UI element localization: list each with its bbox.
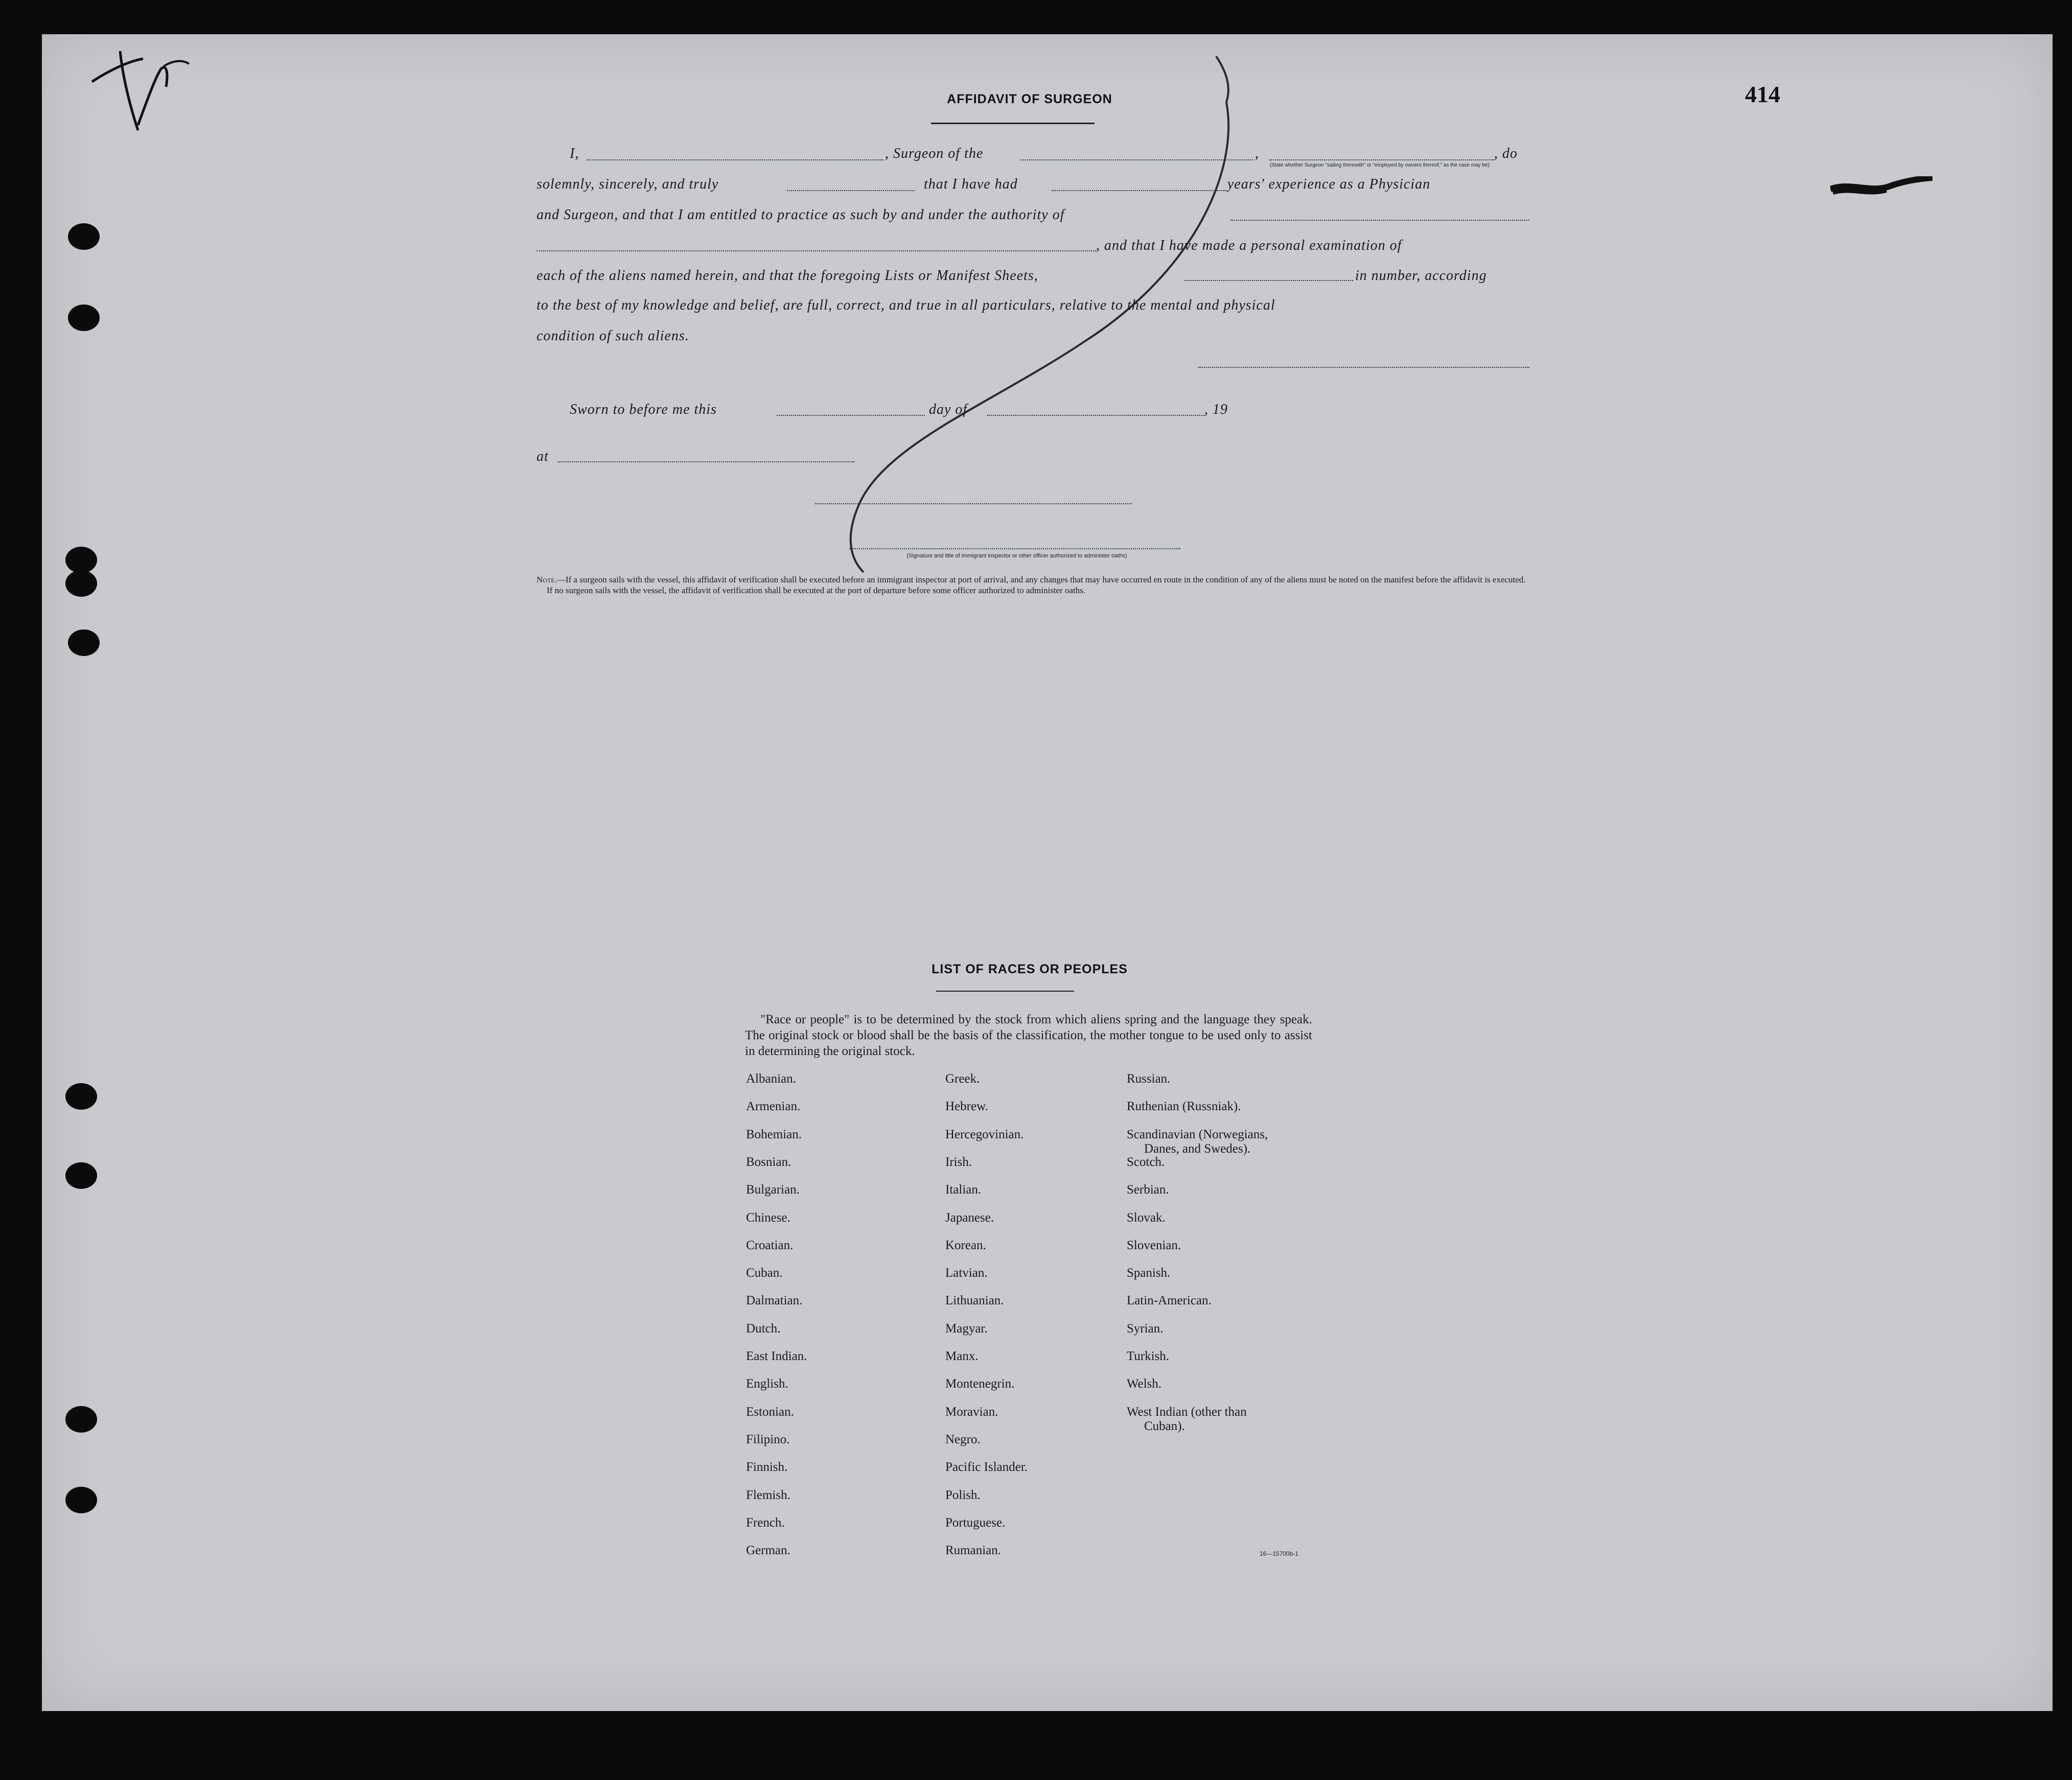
affidavit-line2-b: that I have had — [924, 176, 1018, 192]
affidavit-line4: , and that I have made a personal examination of — [1096, 238, 1402, 253]
race-entry: Montenegrin. — [945, 1377, 1015, 1391]
note-paragraph-2: If no surgeon sails with the vessel, the affidavit of verification shall be executed at the port of departure before some officer authorized to administer oaths. — [547, 585, 1086, 595]
authority-field-b[interactable] — [537, 250, 1096, 251]
sworn-label: Sworn to before me this — [570, 402, 717, 417]
race-entry: Flemish. — [746, 1488, 790, 1502]
signature-caption: (Signature and title of immigrant inspector or other officer authorized to administer oaths) — [906, 553, 1127, 559]
race-entry: German. — [746, 1543, 790, 1558]
race-entry: French. — [746, 1515, 785, 1530]
race-entry: Ruthenian (Russniak). — [1127, 1099, 1241, 1114]
surgeon-status-field[interactable] — [1269, 159, 1494, 160]
race-entry: Albanian. — [746, 1072, 796, 1086]
affidavit-line5-a: each of the aliens named herein, and that the foregoing Lists or Manifest Sheets, — [537, 268, 1038, 284]
race-entry: Danes, and Swedes). — [1144, 1141, 1251, 1156]
binder-hole — [68, 629, 100, 656]
races-intro: "Race or people" is to be determined by the stock from which aliens spring and the language they speak. The original stock or blood shall be the basis of the classification, the mother tongue to be used only to assist in determining the original stock. — [745, 1013, 1312, 1058]
race-entry: Filipino. — [746, 1432, 790, 1446]
affidavit-vessel-label: , Surgeon of the — [885, 146, 984, 161]
race-entry: Serbian. — [1127, 1183, 1169, 1197]
race-entry: Negro. — [945, 1432, 981, 1446]
print-code: 16—15700b-1 — [1260, 1550, 1299, 1557]
inspector-signature-line[interactable] — [815, 503, 1132, 504]
race-entry: Bosnian. — [746, 1155, 791, 1169]
race-entry: Italian. — [945, 1183, 982, 1197]
race-entry: Cuban). — [1144, 1419, 1185, 1433]
affidavit-line2-c: years' experience as a Physician — [1227, 176, 1431, 192]
binder-hole — [65, 1162, 97, 1189]
race-entry: Slovenian. — [1127, 1238, 1181, 1252]
sworn-dayof-label: day of — [929, 402, 968, 417]
race-entry: Bulgarian. — [746, 1183, 800, 1197]
binder-hole — [68, 305, 100, 331]
affidavit-line6: to the best of my knowledge and belief, are full, correct, and true in all particulars, relative to the mental and physical — [537, 297, 1275, 313]
race-entry: Pacific Islander. — [945, 1460, 1028, 1474]
race-entry: Dalmatian. — [746, 1294, 803, 1308]
binder-hole — [65, 547, 97, 573]
race-entry: Dutch. — [746, 1321, 781, 1336]
race-entry: English. — [746, 1377, 788, 1391]
race-entry: Latvian. — [945, 1266, 988, 1280]
race-entry: Welsh. — [1127, 1377, 1162, 1391]
race-entry: Irish. — [945, 1155, 972, 1169]
race-entry: Slovak. — [1127, 1210, 1166, 1225]
ink-scribble-mark — [1830, 176, 1933, 202]
races-title: LIST OF RACES OR PEOPLES — [932, 962, 1128, 976]
race-entry: Armenian. — [746, 1099, 801, 1114]
race-entry: Bohemian. — [746, 1127, 802, 1141]
race-entry: Estonian. — [746, 1404, 794, 1419]
handwritten-initials-mark — [72, 20, 194, 138]
surgeon-signature-line[interactable] — [1198, 367, 1529, 368]
inspector-title-line[interactable] — [849, 548, 1180, 549]
race-entry: Rumanian. — [945, 1543, 1002, 1558]
authority-field-a[interactable] — [1230, 220, 1529, 221]
binder-hole — [65, 1083, 97, 1110]
note-label: Note. — [537, 575, 557, 584]
affidavit-line7: condition of such aliens. — [537, 328, 689, 344]
affidavit-name-label: I, — [570, 146, 579, 161]
race-entry: Syrian. — [1127, 1321, 1163, 1336]
race-entry: Cuban. — [746, 1266, 783, 1280]
sworn-month-field[interactable] — [987, 415, 1204, 416]
sworn-year-label: , 19 — [1204, 402, 1228, 417]
race-entry: Turkish. — [1127, 1349, 1170, 1363]
race-entry: East Indian. — [746, 1349, 807, 1363]
race-entry: Scandinavian (Norwegians, — [1127, 1127, 1268, 1141]
affidavit-line5-b: in number, according — [1355, 268, 1487, 284]
vessel-name-field[interactable] — [1020, 159, 1253, 160]
affidavit-note — [537, 574, 1528, 596]
sworn-place-field[interactable] — [558, 461, 854, 462]
race-entry: Japanese. — [945, 1210, 994, 1225]
race-entry: Latin-American. — [1127, 1294, 1212, 1308]
affidavit-title-rule — [931, 123, 1095, 124]
affidavit-do-label: , do — [1494, 146, 1518, 161]
race-entry: Spanish. — [1127, 1266, 1171, 1280]
race-entry: Korean. — [945, 1238, 986, 1252]
affidavit-title: AFFIDAVIT OF SURGEON — [947, 92, 1112, 106]
affidavit-line3: and Surgeon, and that I am entitled to practice as such by and under the authority of — [537, 207, 1065, 223]
sworn-day-field[interactable] — [777, 415, 925, 416]
race-entry: Scotch. — [1127, 1155, 1165, 1169]
binder-hole — [65, 1406, 97, 1433]
race-entry: Greek. — [945, 1072, 980, 1086]
race-entry: Croatian. — [746, 1238, 794, 1252]
vessel-status-note: (State whether Surgeon "sailing therewith" or "employed by owners thereof," as the case may be) — [1270, 162, 1489, 168]
binder-hole — [65, 1487, 97, 1513]
race-entry: Lithuanian. — [945, 1294, 1004, 1308]
sworn-at-label: at — [537, 449, 549, 464]
race-entry: Moravian. — [945, 1404, 998, 1419]
race-entry: Chinese. — [746, 1210, 790, 1225]
race-entry: Polish. — [945, 1488, 981, 1502]
surgeon-name-field[interactable] — [587, 159, 883, 160]
race-entry: Finnish. — [746, 1460, 788, 1474]
race-entry: Hebrew. — [945, 1099, 988, 1114]
handwritten-cancel-stroke — [777, 56, 1237, 577]
race-entry: West Indian (other than — [1127, 1404, 1247, 1419]
binder-hole — [68, 223, 100, 250]
oath-type-field[interactable] — [787, 190, 915, 191]
race-entry: Manx. — [945, 1349, 979, 1363]
years-experience-field[interactable] — [1052, 190, 1225, 191]
affidavit-line2-a: solemnly, sincerely, and truly — [537, 176, 719, 192]
sheet-count-field[interactable] — [1184, 280, 1353, 281]
affidavit-comma: , — [1255, 146, 1259, 161]
race-entry: Hercegovinian. — [945, 1127, 1024, 1141]
races-title-rule — [936, 991, 1074, 992]
note-paragraph-1: —If a surgeon sails with the vessel, this affidavit of verification shall be executed before an immigrant inspector at port of arrival, and any changes that may have occurred en route in the condition of any of the aliens must be noted on the manifest before the affidavit is executed. — [556, 575, 1526, 584]
page-number: 414 — [1745, 81, 1780, 107]
race-entry: Russian. — [1127, 1072, 1171, 1086]
binder-hole — [65, 570, 97, 597]
race-entry: Portuguese. — [945, 1515, 1006, 1530]
race-entry: Magyar. — [945, 1321, 988, 1336]
